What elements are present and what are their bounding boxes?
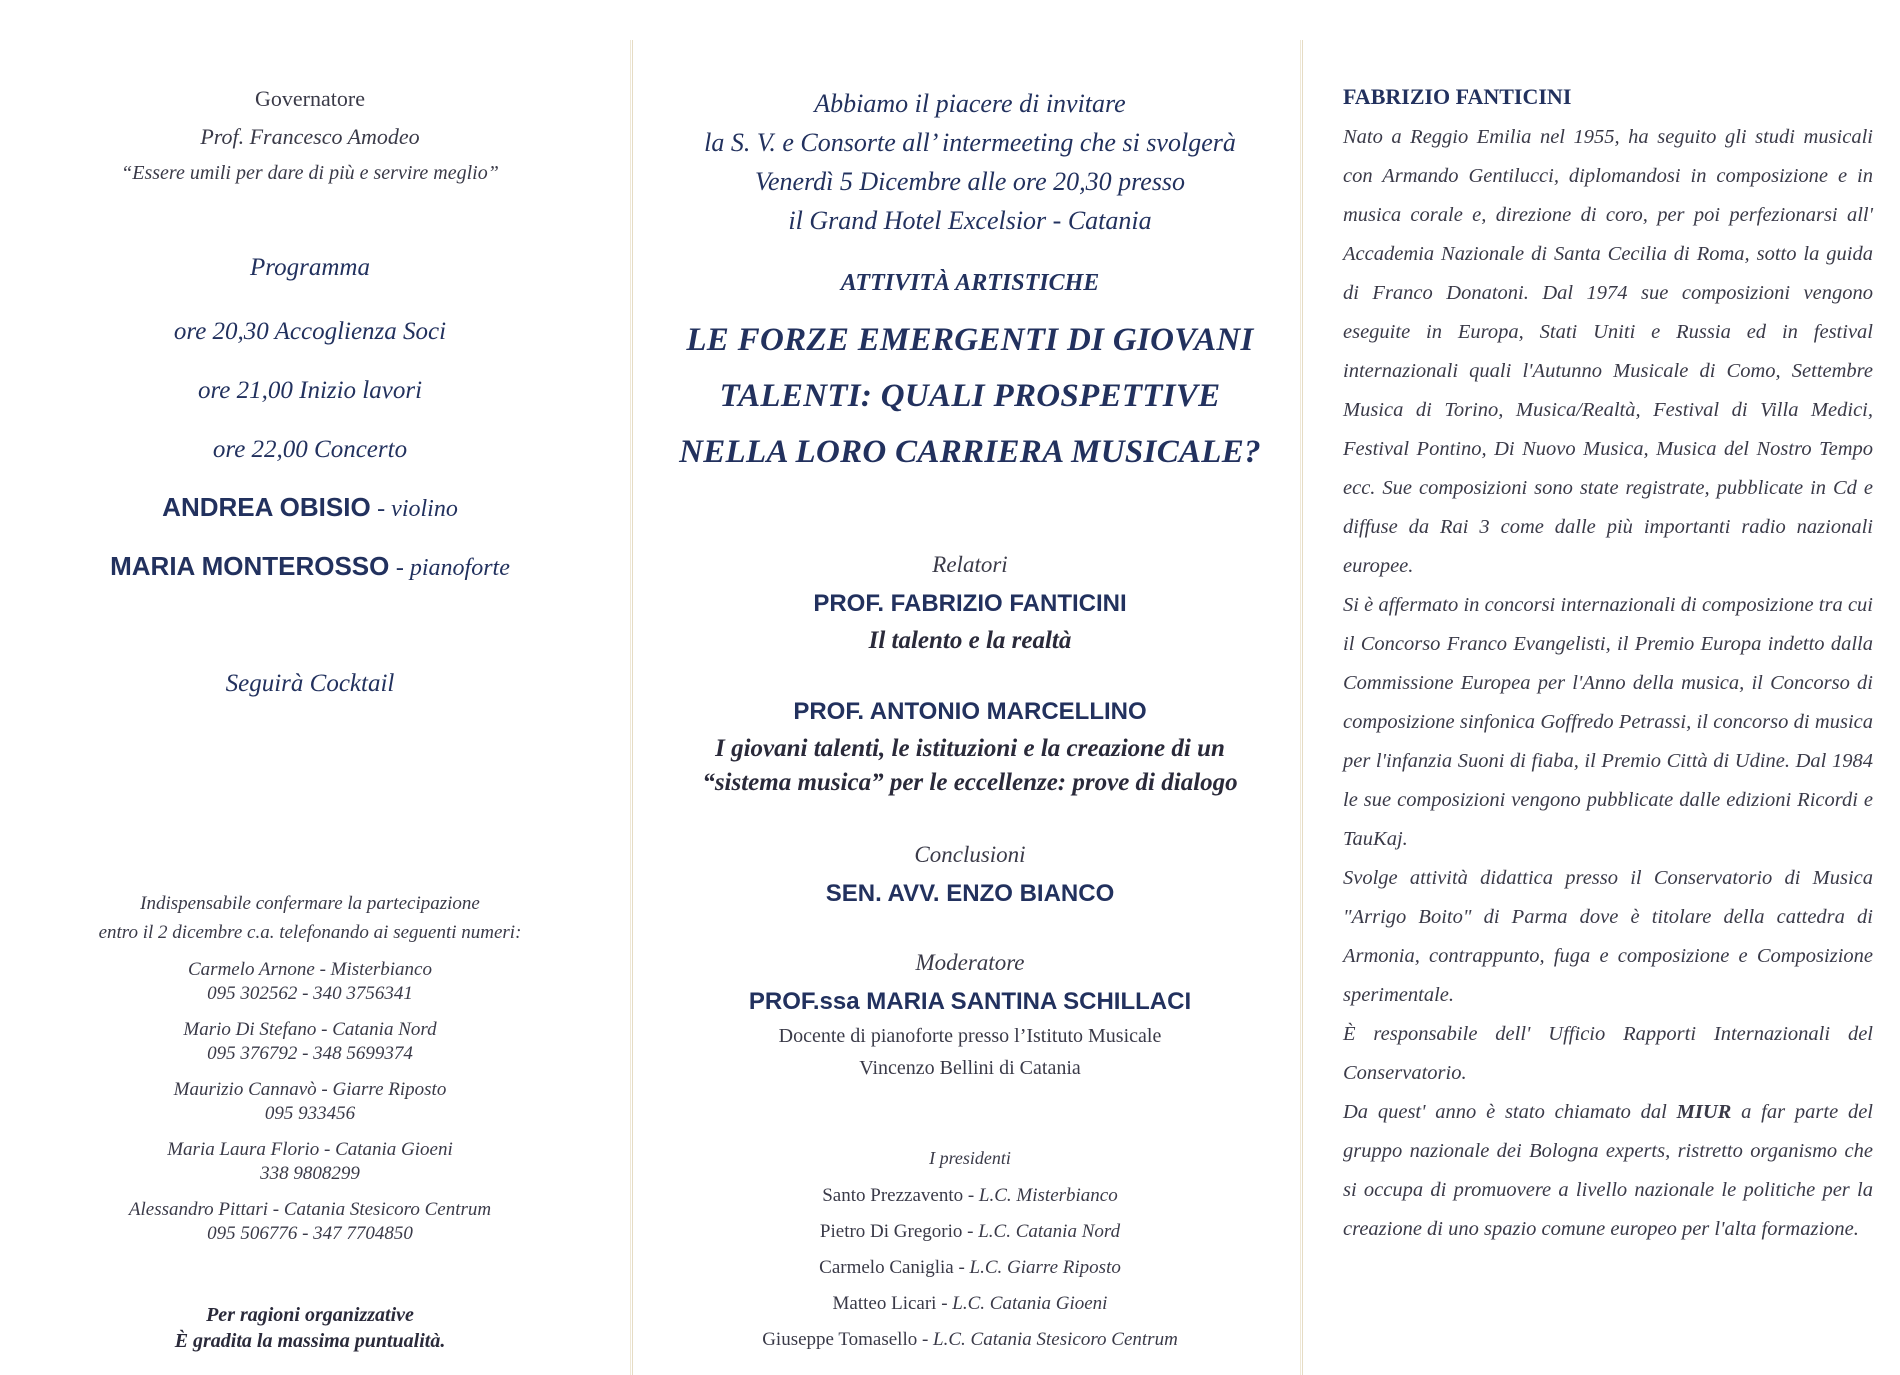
program-item: ore 20,30 Accoglienza Soci [173,318,447,345]
biography [1343,118,1873,1249]
section-heading: ATTIVITÀ ARTISTICHE [840,270,1100,296]
contact-name: Maurizio Cannavò - Giarre Riposto [173,1079,447,1100]
contact-name: Alessandro Pittari - Catania Stesicoro Centrum [128,1199,492,1220]
program-item: ore 21,00 Inizio lavori [197,377,423,404]
bio-text-bold: MIUR [1676,1101,1732,1123]
contact-phone: 095 933456 [264,1103,356,1124]
presidents-heading: I presidenti [929,1148,1011,1168]
bio-text: Da quest' anno è stato chiamato dal [1343,1101,1677,1123]
contact-phone: 095 376792 - 348 5699374 [207,1043,413,1064]
performer-name: ANDREA OBISIO [162,492,371,522]
event-title-line: LE FORZE EMERGENTI DI GIOVANI [686,322,1254,358]
president-entry [635,1286,1305,1322]
president-name: Matteo Licari [832,1293,937,1314]
governor-motto: “Essere umili per dare di più e servire meglio” [121,162,499,184]
speakers-heading: Relatori [932,552,1008,577]
contact-name: Maria Laura Florio - Catania Gioeni [167,1139,453,1160]
president-club: - L.C. Giarre Riposto [958,1257,1121,1278]
governor-name: Prof. Francesco Amodeo [200,124,420,149]
contact-entry [40,1018,580,1066]
contact-phone: 095 302562 - 340 3756341 [207,983,413,1004]
moderator-heading: Moderatore [915,950,1025,975]
punctuality-note-line: È gradita la massima puntualità. [174,1330,446,1352]
contact-entry [40,1198,580,1246]
contact-name: Carmelo Arnone - Misterbianco [188,959,432,980]
president-entry [635,1250,1305,1286]
president-name: Carmelo Caniglia [819,1257,954,1278]
bio-paragraph: È responsabile dell' Ufficio Rapporti Internazionali del Conservatorio. [1343,1023,1873,1084]
bio-title: FABRIZIO FANTICINI [1343,84,1572,109]
performer-instrument: - violino [377,496,458,522]
confirm-line: entro il 2 dicembre c.a. telefonando ai seguenti numeri: [98,922,522,943]
bio-text: a far parte del gruppo nazionale dei Bologna experts, ristretto organismo che si occupa di promuovere a livello nazionale le politiche per la creazione di uno spazio comune europeo per l'alta formazione. [1343,1101,1873,1240]
event-title-line: TALENTI: QUALI PROSPETTIVE [719,378,1221,414]
invite-line: Abbiamo il piacere di invitare [814,89,1126,118]
performer [40,492,580,523]
performer [40,551,580,582]
president-club: - L.C. Catania Gioeni [941,1293,1108,1314]
moderator-description: Vincenzo Bellini di Catania [859,1057,1081,1079]
performer-instrument: - pianoforte [395,555,510,581]
bio-paragraph: Svolge attività didattica presso il Conservatorio di Musica "Arrigo Boito" di Parma dove è titolare della cattedra di Armonia, contrappunto, fuga e composizione e Composizione sperimentale. [1343,867,1873,1006]
contact-phone: 095 506776 - 347 7704850 [207,1223,413,1244]
event-title-line: NELLA LORO CARRIERA MUSICALE? [679,434,1261,470]
governor-title: Governatore [255,86,365,111]
president-club: - L.C. Catania Stesicoro Centrum [921,1329,1178,1350]
cocktail-note: Seguirà Cocktail [225,670,395,697]
talk-title: Il talento e la realtà [868,627,1072,654]
invite-line: Venerdì 5 Dicembre alle ore 20,30 presso [754,167,1186,196]
performer-name: MARIA MONTEROSSO [110,551,390,581]
program-item: ore 22,00 Concerto [212,436,408,463]
bio-paragraph: Nato a Reggio Emilia nel 1955, ha seguito gli studi musicali con Armando Gentilucci, diplomandosi in composizione e in musica corale e, direzione di coro, per poi perfezionarsi all' Accademia Nazionale di Santa Cecilia di Roma, sotto la guida di Franco Donatoni. Dal 1974 sue composizioni vengono eseguite in Europa, Stati Uniti e Russia ed in festival internazionali quali l'Autunno Musicale di Como, Settembre Musica di Torino, Musica/Realtà, Festival di Villa Medici, Festival Pontino, Di Nuovo Musica, Musica del Nostro Tempo ecc. Sue composizioni sono state registrate, pubblicate in Cd e diffuse da Rai 3 come dalle più importanti radio nazionali europee. [1343,126,1873,577]
contact-name: Mario Di Stefano - Catania Nord [183,1019,437,1040]
conclusions-heading: Conclusioni [914,842,1026,867]
president-entry [635,1322,1305,1358]
president-club: - L.C. Catania Nord [967,1221,1121,1242]
contact-entry [40,958,580,1006]
moderator-name: PROF.ssa MARIA SANTINA SCHILLACI [748,988,1192,1015]
president-name: Pietro Di Gregorio [819,1221,963,1242]
confirm-line: Indispensabile confermare la partecipazione [140,893,480,914]
conclusions-name: SEN. AVV. ENZO BIANCO [825,880,1115,907]
bio-paragraph: Si è affermato in concorsi internazionali di composizione tra cui il Concorso Franco Evangelisti, il Premio Europa indetto dalla Commissione Europea per l'Anno della musica, il Concorso di composizione sinfonica Goffredo Petrassi, il concorso di musica per l'infanzia Suoni di fiaba, il Premio Città di Udine. Dal 1984 le sue composizioni vengono pubblicate dalle edizioni Ricordi e TauKaj. [1343,594,1873,850]
punctuality-note-line: Per ragioni organizzative [206,1304,414,1326]
president-name: Santo Prezzavento [822,1185,964,1206]
president-entry [635,1178,1305,1214]
talk-title: I giovani talenti, le istituzioni e la creazione di un [715,735,1225,762]
contact-phone: 338 9808299 [260,1163,360,1184]
president-club: - L.C. Misterbianco [967,1185,1118,1206]
president-name: Giuseppe Tomasello [762,1329,918,1350]
moderator-description: Docente di pianoforte presso l’Istituto Musicale [778,1025,1162,1047]
speaker-name: PROF. FABRIZIO FANTICINI [813,590,1127,617]
president-entry [635,1214,1305,1250]
invite-line: il Grand Hotel Excelsior - Catania [788,206,1152,235]
contact-entry [40,1078,580,1126]
invite-line: la S. V. e Consorte all’ intermeeting che si svolgerà [704,128,1236,157]
contact-entry [40,1138,580,1186]
speaker-name: PROF. ANTONIO MARCELLINO [793,698,1147,725]
program-heading: Programma [250,254,370,281]
talk-title: “sistema musica” per le eccellenze: prove di dialogo [702,769,1238,796]
bio-paragraph [1343,1093,1873,1249]
